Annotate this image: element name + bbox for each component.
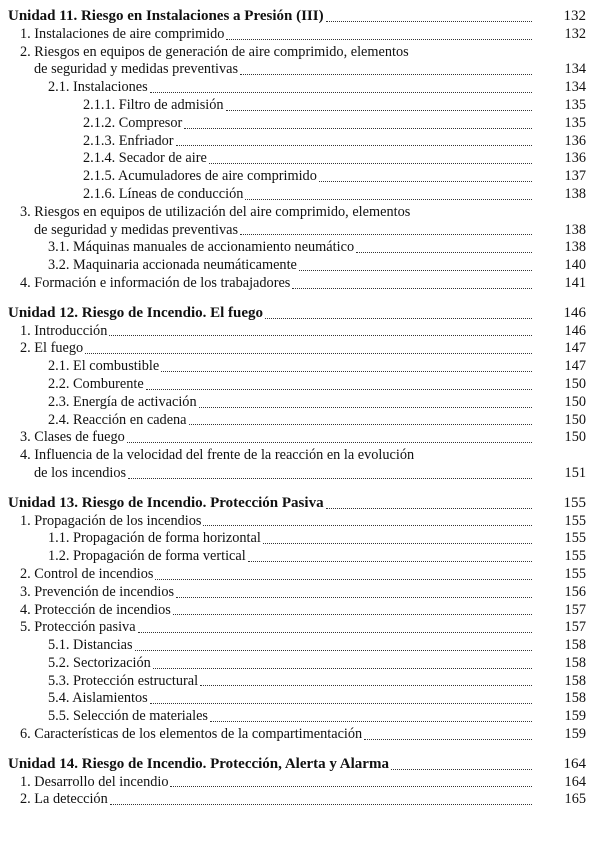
entry-text: 2.1. Instalaciones — [48, 79, 148, 96]
dot-leader — [226, 110, 532, 111]
page-number: 134 — [564, 61, 586, 78]
entry-text: 2.1.1. Filtro de admisión — [83, 96, 224, 113]
page-number: 151 — [564, 464, 586, 481]
dot-leader — [364, 739, 532, 740]
page-number: 146 — [563, 304, 586, 321]
page-number: 135 — [564, 96, 586, 113]
toc-entry[interactable] — [8, 655, 592, 673]
page-number: 158 — [564, 637, 586, 654]
dot-leader — [184, 128, 532, 129]
entry-text: 3. Prevención de incendios — [20, 583, 175, 600]
toc-entry[interactable] — [8, 619, 592, 637]
entry-text: 4. Formación e información de los trabajadores — [20, 274, 291, 291]
entry-text: 1. Desarrollo del incendio — [20, 773, 169, 790]
entry-text: 2. Riesgos en equipos de generación de aire comprimido, elementos — [20, 43, 409, 60]
page-number: 158 — [564, 672, 586, 689]
entry-text: 2. El fuego — [20, 340, 84, 357]
toc-entry[interactable] — [8, 150, 592, 168]
toc-entry[interactable] — [8, 566, 592, 584]
page-number: 164 — [564, 773, 586, 790]
unit-title-row[interactable] — [8, 305, 592, 323]
unit-title: Unidad 12. Riesgo de Incendio. El fuego — [8, 304, 264, 321]
toc-entry[interactable] — [8, 602, 592, 620]
page-number: 147 — [564, 358, 586, 375]
dot-leader — [226, 39, 532, 40]
page-number: 146 — [564, 322, 586, 339]
entry-text: 2.1.6. Líneas de conducción — [83, 185, 244, 202]
page-number: 155 — [564, 565, 586, 582]
entry-text: 2.3. Energía de activación — [48, 393, 197, 410]
dot-leader — [176, 145, 532, 146]
entry-text: 3. Riesgos en equipos de utilización del aire comprimido, elementos — [20, 203, 411, 220]
dot-leader — [85, 353, 532, 354]
toc-entry[interactable] — [8, 584, 592, 602]
unit-title-row[interactable] — [8, 495, 592, 513]
dot-leader — [292, 288, 532, 289]
page-number: 157 — [564, 619, 586, 636]
toc-entry[interactable] — [8, 239, 592, 257]
dot-leader — [173, 614, 532, 615]
dot-leader — [240, 74, 532, 75]
entry-text: 3.2. Maquinaria accionada neumáticamente — [48, 257, 297, 274]
page-number: 136 — [564, 150, 586, 167]
page-number: 138 — [564, 185, 586, 202]
entry-text: 5.5. Selección de materiales — [48, 708, 208, 725]
page-number: 134 — [564, 79, 586, 96]
entry-text: 5. Protección pasiva — [20, 619, 136, 636]
dot-leader — [240, 234, 532, 235]
toc-entry[interactable] — [8, 204, 592, 240]
toc-entry[interactable] — [8, 376, 592, 394]
dot-leader — [150, 92, 532, 93]
toc-entry[interactable] — [8, 447, 592, 483]
entry-text-continued: de seguridad y medidas preventivas — [34, 61, 239, 78]
page-number: 157 — [564, 601, 586, 618]
unit-title-row[interactable] — [8, 756, 592, 774]
dot-leader — [153, 668, 532, 669]
page-number: 147 — [564, 340, 586, 357]
dot-leader — [155, 579, 532, 580]
dot-leader — [203, 525, 532, 526]
toc-entry[interactable] — [8, 708, 592, 726]
dot-leader — [245, 199, 532, 200]
page-number: 141 — [564, 274, 586, 291]
page-number: 150 — [564, 429, 586, 446]
dot-leader — [109, 335, 532, 336]
toc-entry[interactable] — [8, 26, 592, 44]
toc-entry[interactable] — [8, 774, 592, 792]
unit-title: Unidad 11. Riesgo en Instalaciones a Presión (III) — [8, 8, 324, 24]
page-number: 136 — [564, 132, 586, 149]
toc-entry[interactable] — [8, 275, 592, 293]
dot-leader — [356, 252, 532, 253]
entry-text: 1. Instalaciones de aire comprimido — [20, 25, 225, 42]
page-number: 159 — [564, 726, 586, 743]
entry-text: 2.1.2. Compresor — [83, 114, 183, 131]
toc-entry[interactable] — [8, 394, 592, 412]
dot-leader — [161, 371, 532, 372]
unit-13 — [8, 495, 592, 744]
dot-leader — [170, 786, 532, 787]
page-number: 150 — [564, 393, 586, 410]
toc-entry[interactable] — [8, 323, 592, 341]
entry-text: 5.3. Protección estructural — [48, 672, 199, 689]
entry-text: 5.4. Aislamientos — [48, 690, 148, 707]
entry-text: 6. Características de los elementos de la compartimentación — [20, 726, 363, 743]
entry-text: 4. Protección de incendios — [20, 601, 171, 618]
page-number: 150 — [564, 375, 586, 392]
entry-text: 3.1. Máquinas manuales de accionamiento neumático — [48, 239, 355, 256]
toc-entry[interactable] — [8, 429, 592, 447]
page-number: 165 — [564, 791, 586, 808]
page-number: 138 — [564, 221, 586, 238]
unit-title-row[interactable] — [8, 8, 592, 26]
page-number: 155 — [564, 512, 586, 529]
entry-text: 2.4. Reacción en cadena — [48, 411, 187, 428]
toc-entry[interactable] — [8, 44, 592, 80]
dot-leader — [189, 424, 532, 425]
toc-entry[interactable] — [8, 97, 592, 115]
page-number: 155 — [564, 530, 586, 547]
unit-14 — [8, 756, 592, 809]
toc-entry[interactable] — [8, 340, 592, 358]
toc-entry[interactable] — [8, 690, 592, 708]
unit-12 — [8, 305, 592, 483]
toc-entry[interactable] — [8, 133, 592, 151]
entry-text: 2. Control de incendios — [20, 565, 154, 582]
dot-leader — [150, 703, 532, 704]
toc-entry[interactable] — [8, 257, 592, 275]
page-number: 155 — [564, 548, 586, 565]
unit-11 — [8, 8, 592, 293]
dot-leader — [319, 181, 532, 182]
dot-leader — [299, 270, 532, 271]
entry-text: 1. Propagación de los incendios — [20, 512, 202, 529]
unit-title: Unidad 13. Riesgo de Incendio. Protección Pasiva — [8, 494, 324, 511]
dot-leader — [248, 561, 532, 562]
dot-leader — [326, 21, 532, 22]
entry-text: 2.1.3. Enfriador — [83, 132, 174, 149]
toc-entry[interactable] — [8, 412, 592, 430]
dot-leader — [138, 632, 532, 633]
dot-leader — [209, 163, 532, 164]
page-number: 135 — [564, 114, 586, 131]
page-number: 150 — [564, 411, 586, 428]
entry-text: 2.2. Comburente — [48, 375, 144, 392]
entry-text-continued: de seguridad y medidas preventivas — [34, 221, 239, 238]
page-number: 138 — [564, 239, 586, 256]
entry-text: 5.1. Distancias — [48, 637, 133, 654]
entry-text: 2. La detección — [20, 791, 108, 808]
entry-text: 1.1. Propagación de forma horizontal — [48, 530, 261, 547]
entry-text: 1.2. Propagación de forma vertical — [48, 548, 246, 565]
page-number: 164 — [563, 755, 586, 772]
entry-text: 4. Influencia de la velocidad del frente de la reacción en la evolución — [20, 447, 415, 464]
toc-entry[interactable] — [8, 637, 592, 655]
toc-entry[interactable] — [8, 513, 592, 531]
page-number: 158 — [564, 690, 586, 707]
dot-leader — [263, 543, 532, 544]
page-number: 132 — [564, 25, 586, 42]
dot-leader — [135, 650, 532, 651]
toc-entry[interactable] — [8, 168, 592, 186]
dot-leader — [200, 685, 532, 686]
entry-text: 5.2. Sectorización — [48, 654, 151, 671]
dot-leader — [391, 769, 532, 770]
page-number: 140 — [564, 257, 586, 274]
entry-text: 3. Clases de fuego — [20, 429, 125, 446]
toc-entry[interactable] — [8, 186, 592, 204]
entry-text: 1. Introducción — [20, 322, 108, 339]
dot-leader — [176, 597, 532, 598]
page-number: 158 — [564, 654, 586, 671]
dot-leader — [210, 721, 532, 722]
entry-text: 2.1.5. Acumuladores de aire comprimido — [83, 168, 317, 185]
toc-entry[interactable] — [8, 673, 592, 691]
dot-leader — [127, 442, 532, 443]
unit-title: Unidad 14. Riesgo de Incendio. Protección, Alerta y Alarma — [8, 755, 389, 772]
dot-leader — [265, 318, 532, 319]
toc-entry[interactable] — [8, 530, 592, 548]
page-number: 156 — [564, 583, 586, 600]
page-number: 132 — [563, 8, 586, 24]
page-number: 155 — [563, 494, 586, 511]
entry-text: 2.1. El combustible — [48, 358, 160, 375]
toc-entry[interactable] — [8, 115, 592, 133]
dot-leader — [110, 804, 532, 805]
toc-entry[interactable] — [8, 791, 592, 809]
toc-entry[interactable] — [8, 726, 592, 744]
entry-text: 2.1.4. Secador de aire — [83, 150, 207, 167]
entry-text-continued: de los incendios — [34, 464, 127, 481]
page-number: 159 — [564, 708, 586, 725]
toc-entry[interactable] — [8, 548, 592, 566]
page-number: 137 — [564, 168, 586, 185]
dot-leader — [326, 508, 532, 509]
toc-entry[interactable] — [8, 358, 592, 376]
toc-entry[interactable] — [8, 79, 592, 97]
dot-leader — [146, 389, 532, 390]
dot-leader — [199, 407, 532, 408]
dot-leader — [128, 478, 532, 479]
